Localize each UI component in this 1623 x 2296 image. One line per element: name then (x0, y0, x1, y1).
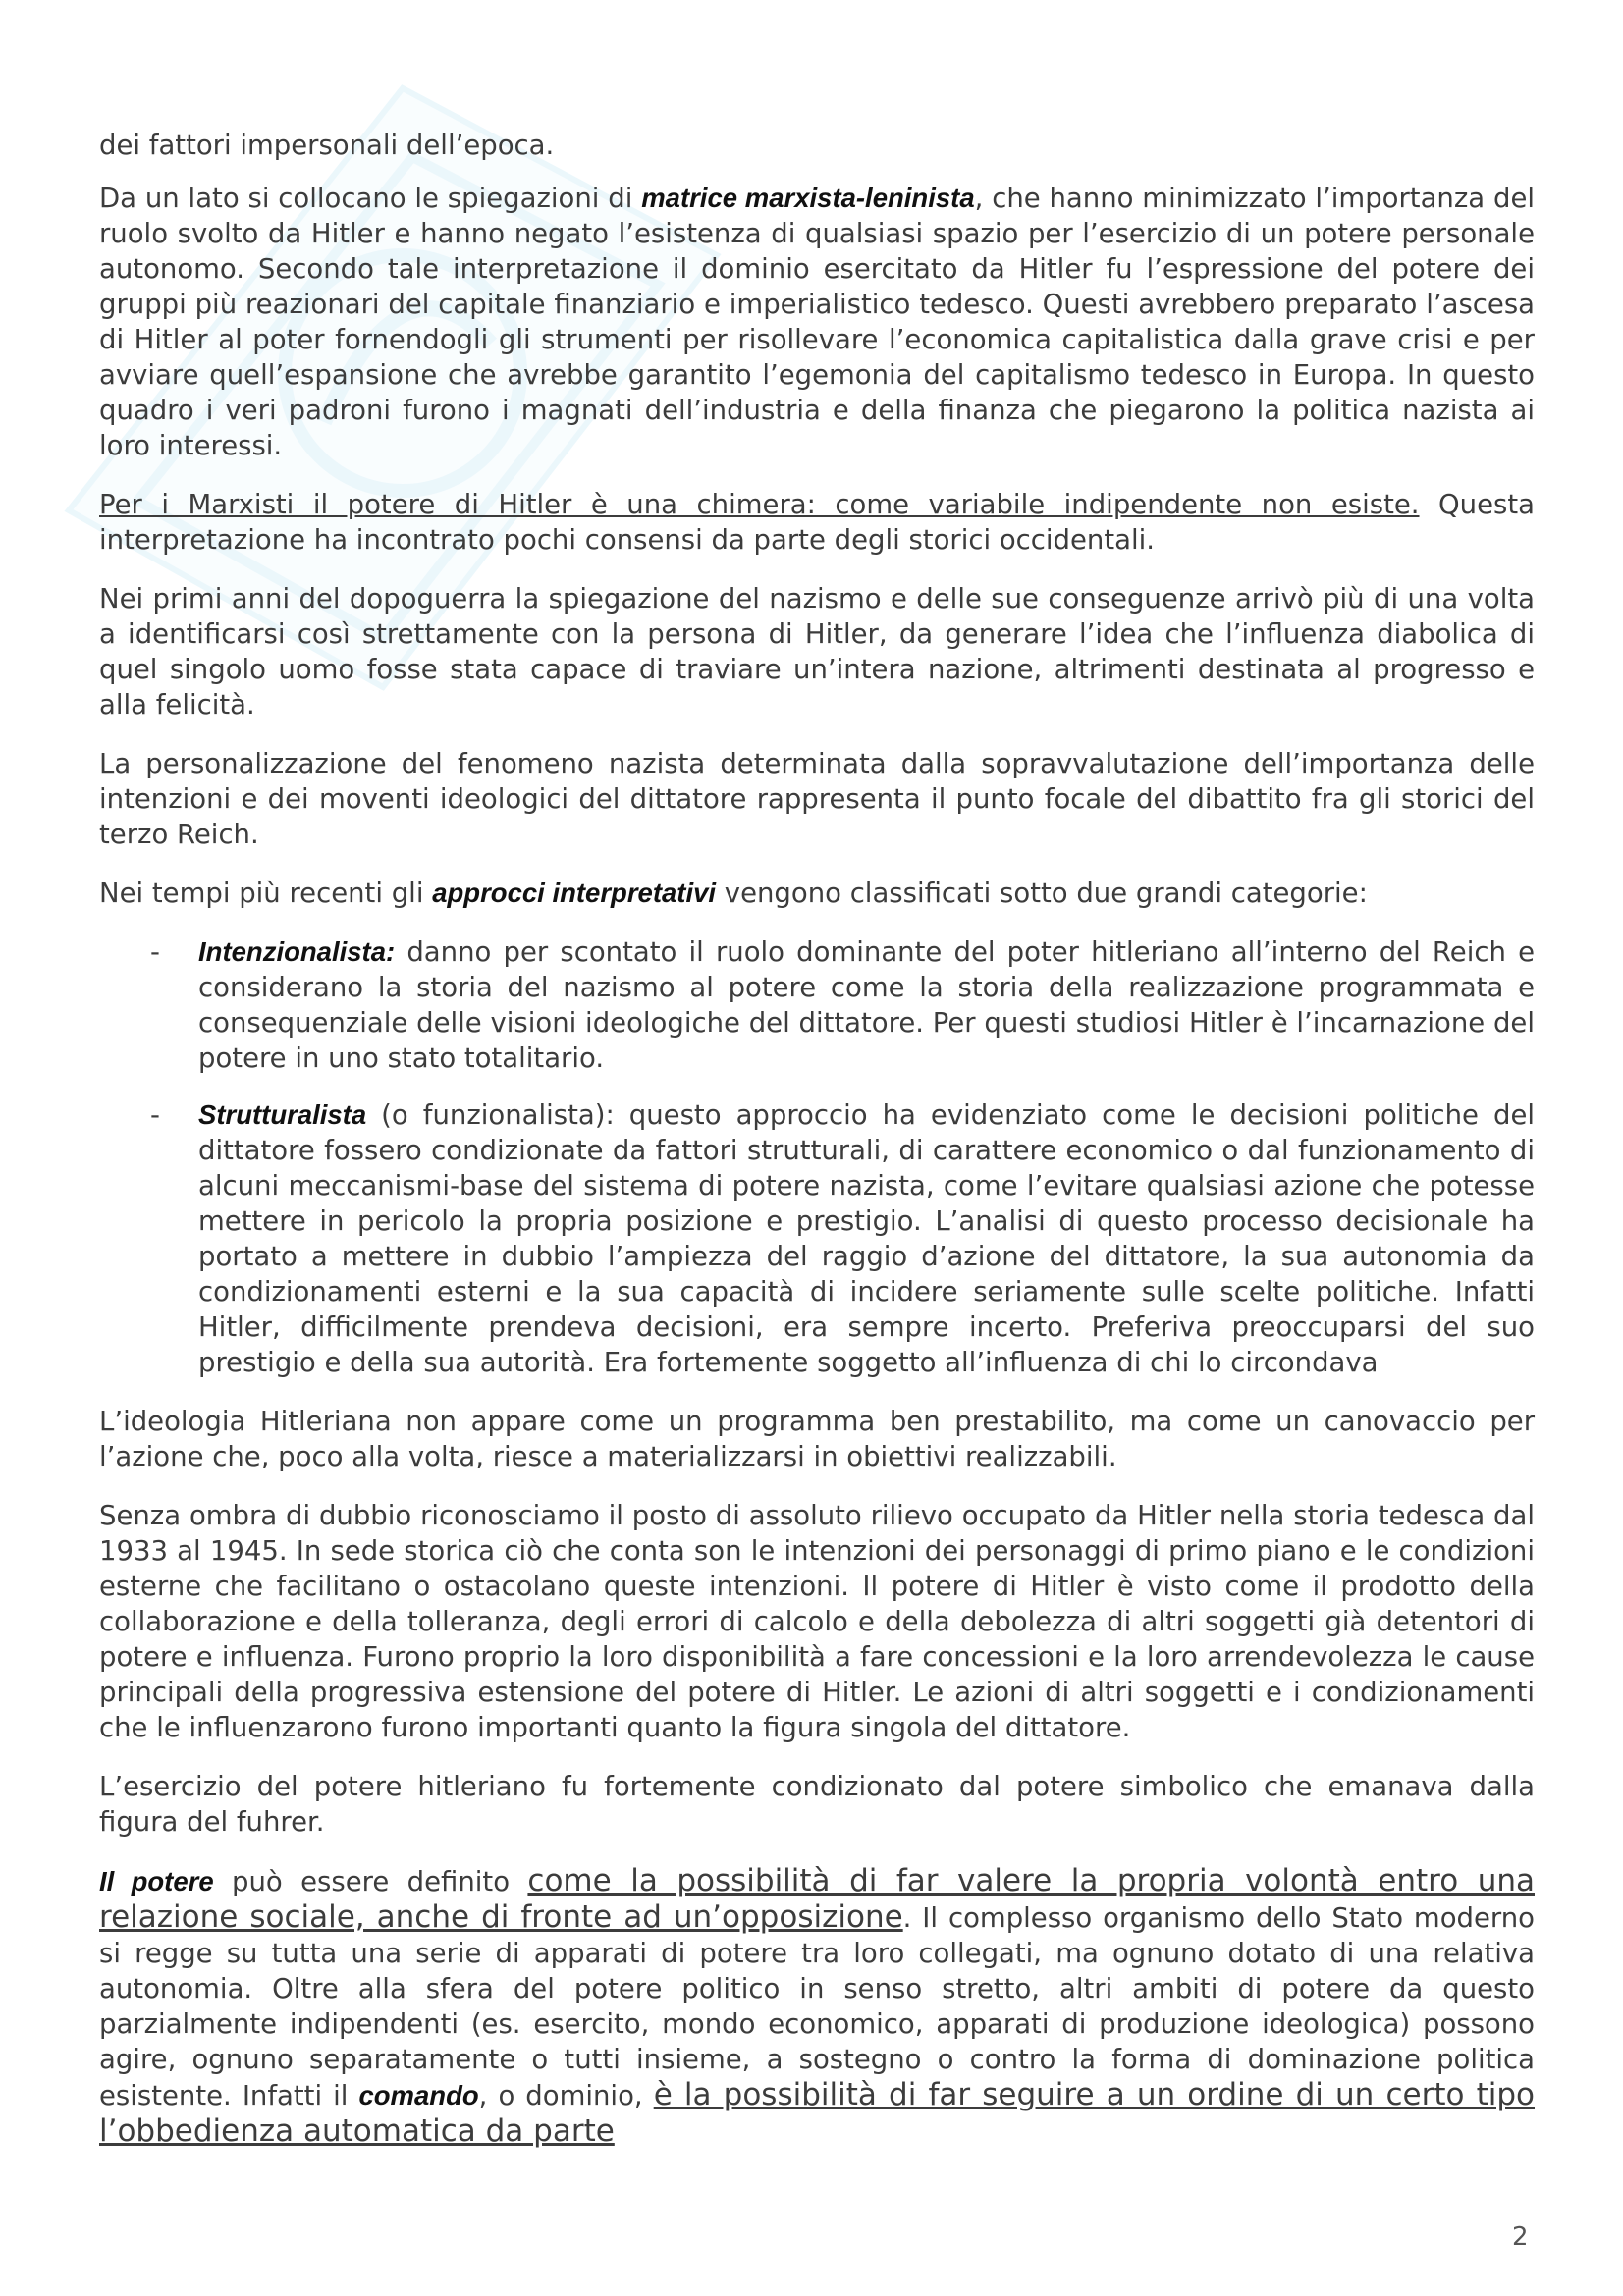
page-number: 2 (1512, 2222, 1529, 2252)
underlined-definition: come la possibilità di far valere la propria volontà entro una relazione sociale, anche di fronte ad un’opposizione (99, 1863, 1535, 1935)
list-item: - Intenzionalista: danno per scontato il ruolo dominante del poter hitleriano all’interno del Reich e considerano la storia del nazismo al potere come la storia della realizzazione programmata e consequenziale delle visioni ideologiche del dittatore. Per questi studiosi Hitler è l’incarnazione del potere in uno stato totalitario. (150, 936, 1535, 1074)
paragraph-marxist-interpretation: Da un lato si collocano le spiegazioni di matrice marxista-leninista, che hanno minimizzato l’importanza del ruolo svolto da Hitler e hanno negato l’esistenza di qualsiasi spazio per l’esercizio di un potere personale autonomo. Secondo tale interpretazione il dominio esercitato da Hitler fu l’espressione del potere dei gruppi più reazionari del capitale finanziario e imperialistico tedesco. Questi avrebbero preparato l’ascesa di Hitler al poter fornendogli gli strumenti per risollevare l’economica capitalistica dalla grave crisi e per avviare quell’espansione che avrebbe garantito l’egemonia del capitalismo tedesco in Europa. In questo quadro i veri padroni furono i magnati dell’industria e della finanza che piegarono la politica nazista ai loro interessi. (99, 183, 1535, 461)
paragraph-historical-role: Senza ombra di dubbio riconosciamo il posto di assoluto rilievo occupato da Hitler nella storia tedesca dal 1933 al 1945. In sede storica ciò che conta son le intenzioni dei personaggi di primo piano e le condizioni esterne che facilitano o ostacolano queste intenzioni. Il potere di Hitler è visto come il prodotto della collaborazione e della tolleranza, degli errori di calcolo e della debolezza di altri soggetti già detentori di potere e influenza. Furono proprio la loro disponibilità a fare concessioni e la loro arrendevolezza le cause principali della progressiva estensione del potere di Hitler. Le azioni di altri soggetti e i condizionamenti che le influenzarono furono importanti quanto la figura singola del dittatore. (99, 1500, 1535, 1743)
approaches-list (99, 934, 1535, 1380)
dash-bullet: - (150, 936, 160, 968)
paragraph-power-definition: Il potere può essere definito come la possibilità di far valere la propria volontà entro una relazione sociale, anche di fronte ad un’opposizione. Il complesso organismo dello Stato moderno si regge su tutta una serie di apparati di potere tra loro collegati, ma ognuno dotato di una relativa autonomia. Oltre alla sfera del potere politico in senso stretto, altri ambiti di potere da questo parzialmente indipendenti (es. esercito, mondo economico, apparati di produzione ideologica) possono agire, ognuno separatamente o tutti insieme, a sostegno o contro la forma di dominazione politica esistente. Infatti il comando, o dominio, è la possibilità di far seguire a un ordine di un certo tipo l’obbedienza automatica da parte (99, 1863, 1535, 2149)
paragraph-marxist-chimera: Per i Marxisti il potere di Hitler è una chimera: come variabile indipendente non esiste. Questa interpretazione ha incontrato pochi consensi da parte degli storici occidentali. (99, 489, 1535, 556)
term-marxist-leninist: matrice marxista-leninista (641, 183, 975, 213)
paragraph-postwar: Nei primi anni del dopoguerra la spiegazione del nazismo e delle sue conseguenze arrivò più di una volta a identificarsi così strettamente con la persona di Hitler, da generare l’idea che l’influenza diabolica di quel singolo uomo fosse stata capace di traviare un’intera nazione, altrimenti destinata al progresso e alla felicità. (99, 583, 1535, 721)
paragraph-intro-end: dei fattori impersonali dell’epoca. (99, 130, 555, 161)
term-power: Il potere (99, 1866, 214, 1896)
paragraph-personalization: La personalizzazione del fenomeno nazista determinata dalla sopravvalutazione dell’importanza delle intenzioni e dei moventi ideologici del dittatore rappresenta il punto focale del dibattito fra gli storici del terzo Reich. (99, 748, 1535, 850)
list-item: - Strutturalista (o funzionalista): questo approccio ha evidenziato come le decisioni politiche del dittatore fossero condizionate da fattori strutturali, di carattere economico o dal funzionamento di alcuni meccanismi-base del sistema di potere nazista, come l’evitare qualsiasi azione che potesse mettere in pericolo la propria posizione e prestigio. L’analisi di questo processo decisionale ha portato a mettere in dubbio l’ampiezza del raggio d’azione del dittatore, la sua autonomia da condizionamenti esterni e la sua capacità di incidere seriamente sulle scelte politiche. Infatti Hitler, difficilmente prendeva decisioni, era sempre incerto. Preferiva preoccuparsi del suo prestigio e della sua autorità. Era fortemente soggetto all’influenza di chi lo circondava (150, 1099, 1535, 1378)
document-page (99, 128, 1535, 2173)
paragraph-symbolic-power: L’esercizio del potere hitleriano fu fortemente condizionato dal potere simbolico che emanava dalla figura del fuhrer. (99, 1771, 1535, 1838)
underlined-command-definition: è la possibilità di far seguire a un ordine di un certo tipo l’obbedienza automatica da parte (99, 2077, 1535, 2149)
term-structuralist: Strutturalista (198, 1099, 367, 1130)
term-interpretive-approaches: approcci interpretativi (432, 878, 717, 908)
paragraph-ideology: L’ideologia Hitleriana non appare come un programma ben prestabilito, ma come un canovaccio per l’azione che, poco alla volta, riesce a materializzarsi in obiettivi realizzabili. (99, 1406, 1535, 1472)
paragraph-approaches: Nei tempi più recenti gli approcci interpretativi vengono classificati sotto due grandi categorie: (99, 878, 1368, 909)
underlined-statement: Per i Marxisti il potere di Hitler è una chimera: come variabile indipendente non esiste. (99, 489, 1420, 520)
dash-bullet: - (150, 1099, 160, 1131)
term-command: comando (358, 2080, 479, 2110)
term-intentionalist: Intenzionalista: (198, 936, 396, 967)
